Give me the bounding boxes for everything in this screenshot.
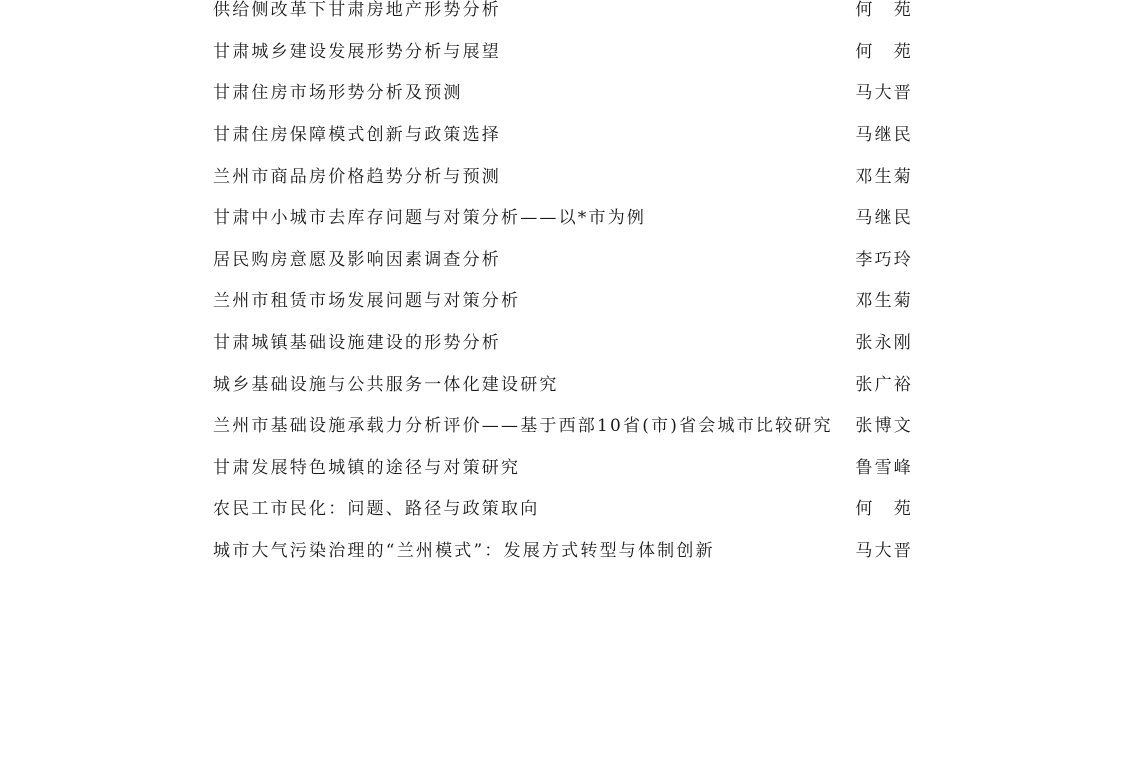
toc-entry-author: 张博文 [855, 416, 913, 437]
toc-entry-author: 马继民 [855, 208, 913, 229]
toc-entry [213, 0, 913, 29]
toc-entry-title: 甘肃中小城市去库存问题与对策分析——以*市为例 [213, 208, 647, 229]
toc-entry [213, 320, 913, 362]
toc-entry-title: 甘肃住房市场形势分析及预测 [213, 83, 463, 104]
toc-entry-title: 甘肃城镇基础设施建设的形势分析 [213, 333, 501, 354]
toc-entry-title: 甘肃住房保障模式创新与政策选择 [213, 125, 501, 146]
toc-entry-author: 何 苑 [855, 0, 913, 21]
toc-entry [213, 237, 913, 279]
toc-entry-author: 马大晋 [855, 83, 913, 104]
toc-entry [213, 486, 913, 528]
toc-entry-author: 邓生菊 [855, 291, 913, 312]
table-of-contents [213, 0, 913, 569]
toc-entry [213, 403, 913, 445]
toc-entry-author: 马大晋 [855, 541, 913, 562]
toc-entry-title: 兰州市租赁市场发展问题与对策分析 [213, 291, 521, 312]
toc-entry-title: 城乡基础设施与公共服务一体化建设研究 [213, 374, 559, 395]
toc-entry-author: 邓生菊 [855, 166, 913, 187]
toc-entry-title: 兰州市基础设施承载力分析评价——基于西部10省(市)省会城市比较研究 [213, 416, 833, 437]
toc-entry [213, 528, 913, 570]
toc-entry-title: 甘肃城乡建设发展形势分析与展望 [213, 41, 501, 62]
toc-entry [213, 112, 913, 154]
toc-entry-author: 马继民 [855, 125, 913, 146]
toc-entry-author: 张广裕 [855, 374, 913, 395]
toc-entry-author: 李巧玲 [855, 249, 913, 270]
toc-entry [213, 153, 913, 195]
toc-entry [213, 361, 913, 403]
toc-entry-title: 居民购房意愿及影响因素调查分析 [213, 249, 501, 270]
toc-entry-title: 甘肃发展特色城镇的途径与对策研究 [213, 457, 521, 478]
toc-entry [213, 195, 913, 237]
toc-entry-title: 城市大气污染治理的“兰州模式”：发展方式转型与体制创新 [213, 541, 715, 562]
toc-entry-author: 何 苑 [855, 499, 913, 520]
toc-entry-author: 鲁雪峰 [855, 457, 913, 478]
toc-entry-author: 何 苑 [855, 41, 913, 62]
toc-entry [213, 278, 913, 320]
toc-entry-author: 张永刚 [855, 333, 913, 354]
toc-entry-title: 兰州市商品房价格趋势分析与预测 [213, 166, 501, 187]
toc-entry-title: 农民工市民化：问题、路径与政策取向 [213, 499, 540, 520]
toc-entry-title: 供给侧改革下甘肃房地产形势分析 [213, 0, 501, 21]
toc-entry [213, 445, 913, 487]
toc-entry [213, 70, 913, 112]
toc-entry [213, 29, 913, 71]
